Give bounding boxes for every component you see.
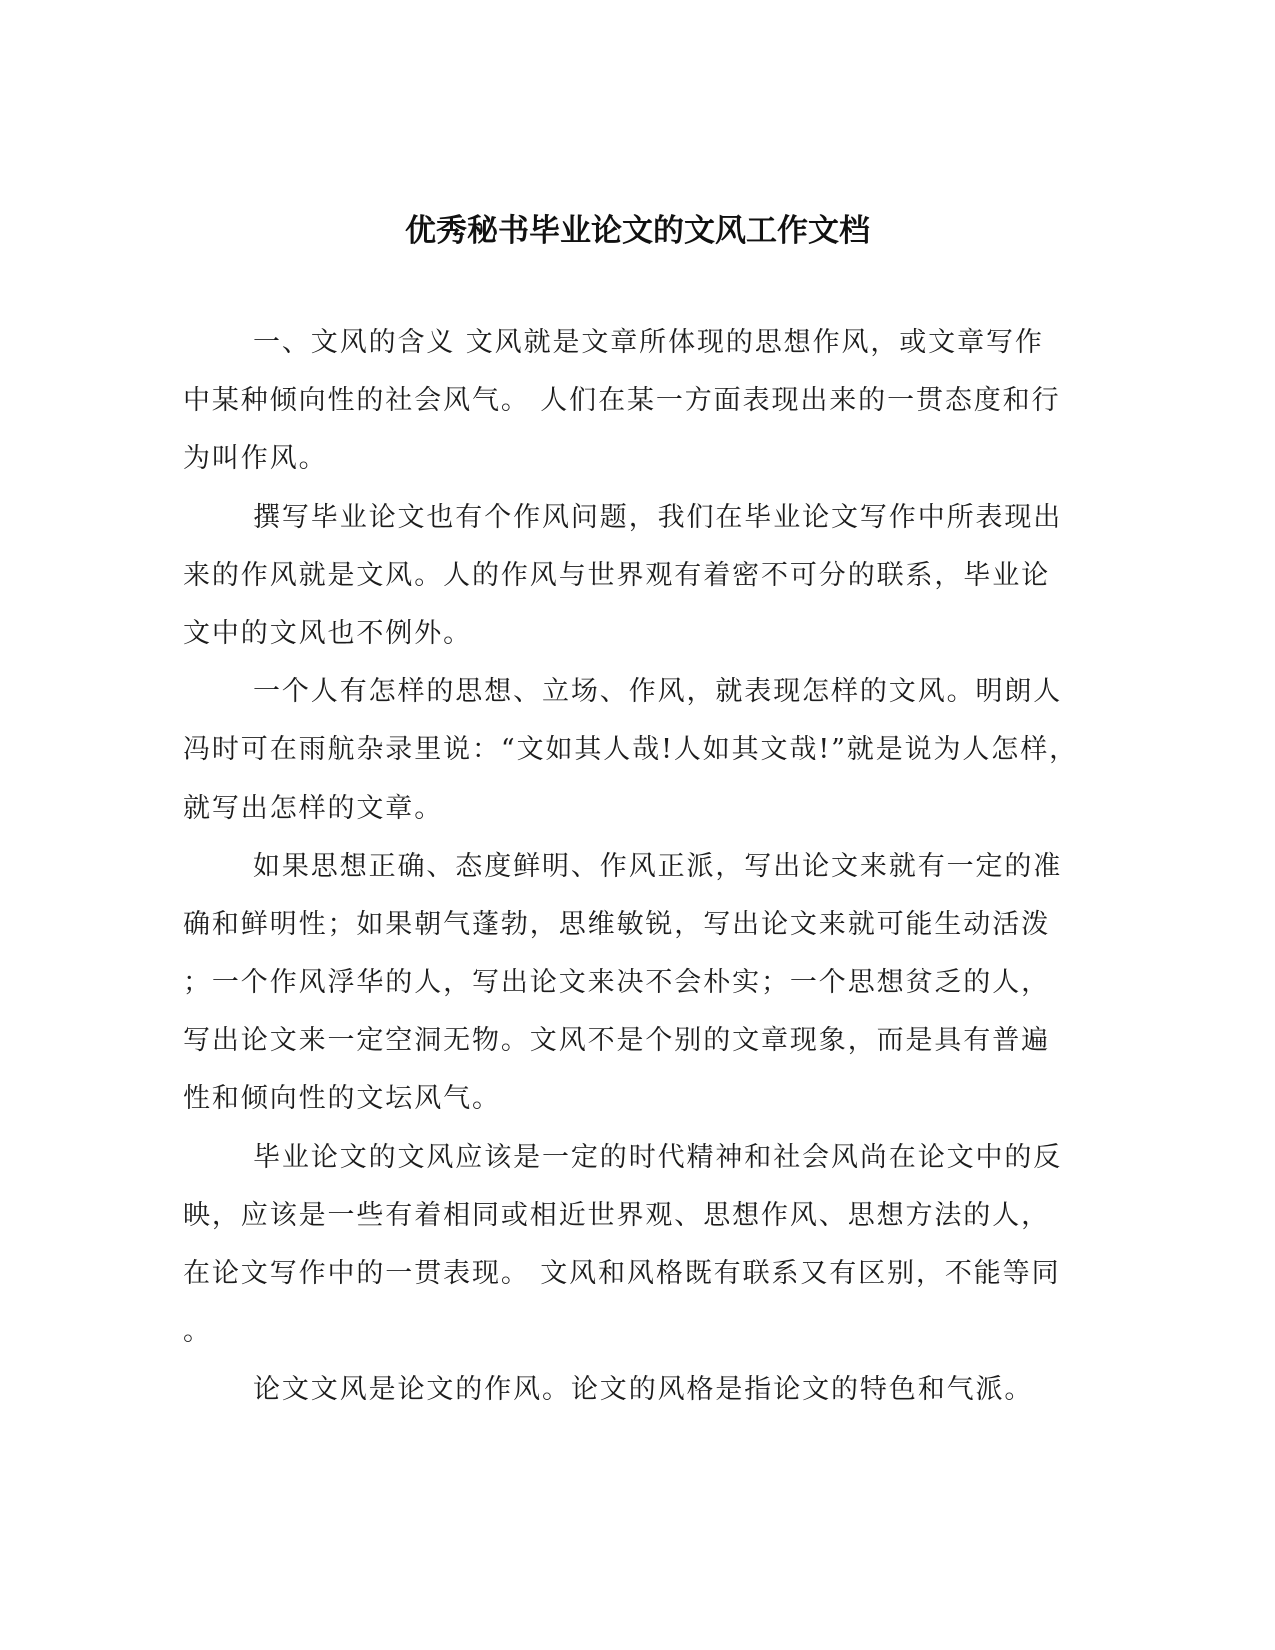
paragraph-5-line-3: 在论文写作中的一贯表现。 文风和风格既有联系又有区别，不能等同	[183, 1258, 1061, 1289]
paragraph-5-line-4: 。	[183, 1316, 212, 1348]
paragraph-4-line-2: 确和鲜明性；如果朝气蓬勃，思维敏锐，写出论文来就可能生动活泼	[183, 908, 1050, 940]
paragraph-4-line-3: ；一个作风浮华的人，写出论文来决不会朴实；一个思想贫乏的人，	[183, 967, 1050, 999]
paragraph-3-line-1: 一个人有怎样的思想、立场、作风，就表现怎样的文风。明朗人	[253, 676, 1063, 708]
paragraph-5-line-2: 映，应该是一些有着相同或相近世界观、思想作风、思想方法的人，	[183, 1199, 1050, 1231]
paragraph-3-line-3: 就写出怎样的文章。	[183, 792, 444, 824]
paragraph-5-line-1: 毕业论文的文风应该是一定的时代精神和社会风尚在论文中的反	[253, 1141, 1063, 1173]
document-body	[183, 314, 1079, 1420]
paragraph-4-line-5: 性和倾向性的文坛风气。	[183, 1083, 501, 1115]
document-title: 优秀秘书毕业论文的文风工作文档	[405, 213, 870, 249]
paragraph-1-line-1: 一、文风的含义 文风就是文章所体现的思想作风，或文章写作	[253, 327, 1044, 358]
paragraph-2-line-1: 撰写毕业论文也有个作风问题，我们在毕业论文写作中所表现出	[253, 501, 1063, 533]
paragraph-3-line-2: 冯时可在雨航杂录里说：“文如其人哉!人如其文哉!”就是说为人怎样，	[183, 734, 1079, 766]
paragraph-1-line-3: 为叫作风。	[183, 443, 328, 475]
paragraph-2-line-3: 文中的文风也不例外。	[183, 617, 472, 649]
paragraph-4-line-1: 如果思想正确、态度鲜明、作风正派，写出论文来就有一定的准	[253, 850, 1063, 882]
paragraph-4-line-4: 写出论文来一定空洞无物。文风不是个别的文章现象，而是具有普遍	[183, 1025, 1050, 1057]
paragraph-2-line-2: 来的作风就是文风。人的作风与世界观有着密不可分的联系，毕业论	[183, 559, 1050, 591]
paragraph-1-line-2: 中某种倾向性的社会风气。 人们在某一方面表现出来的一贯态度和行	[183, 385, 1061, 417]
paragraph-6-line-1: 论文文风是论文的作风。论文的风格是指论文的特色和气派。	[253, 1374, 1034, 1406]
